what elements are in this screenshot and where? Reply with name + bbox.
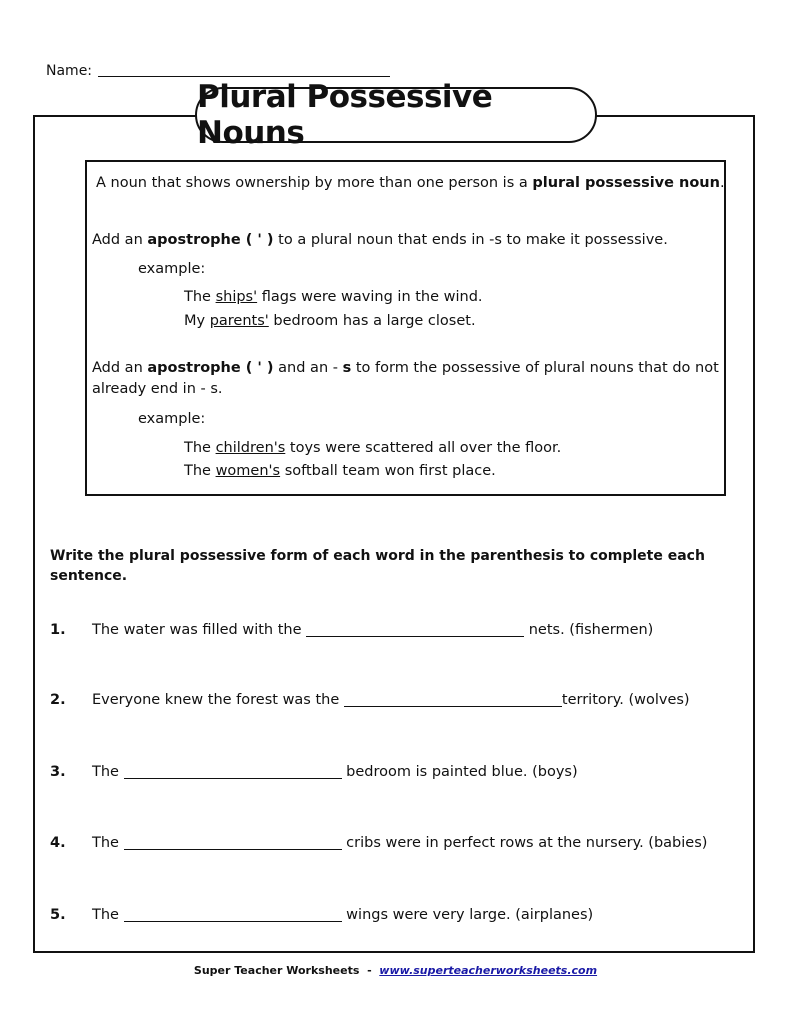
rule-1-post: to a plural noun that ends in -s to make it possessive.: [273, 232, 668, 248]
question-1: [50, 622, 653, 638]
question-number: 5.: [50, 907, 66, 923]
question-text-after: nets. (fishermen): [524, 622, 654, 638]
definition-post: .: [719, 175, 725, 191]
example-2a: [184, 438, 561, 458]
question-text-before: The: [92, 907, 124, 923]
example-1b-word: parents': [209, 313, 269, 329]
question-number: 2.: [50, 692, 66, 708]
question-text-before: The: [92, 835, 124, 851]
example-label-2: example:: [138, 411, 206, 427]
footer-brand: Super Teacher Worksheets: [193, 964, 360, 977]
question-text-after: bedroom is painted blue. (boys): [341, 764, 578, 780]
page-title: Plural Possessive Nouns: [195, 87, 597, 143]
example-1a-word: ships': [215, 289, 258, 305]
example-1b: [184, 311, 476, 331]
example-1a-pre: The: [184, 289, 216, 305]
name-label: Name:: [46, 63, 93, 79]
question-text-before: Everyone knew the forest was the: [92, 692, 344, 708]
example-2b: [184, 461, 496, 481]
footer: [0, 964, 791, 977]
rule-2: [92, 358, 719, 378]
example-1b-pre: My: [184, 313, 210, 329]
name-blank[interactable]: [98, 62, 390, 77]
question-text-before: The: [92, 764, 124, 780]
example-2b-pre: The: [184, 463, 216, 479]
example-1a-post: flags were waving in the wind.: [257, 289, 483, 305]
answer-blank[interactable]: [344, 692, 562, 707]
question-number: 1.: [50, 622, 66, 638]
instructions: Write the plural possessive form of each word in the parenthesis to complete each sentence.: [50, 548, 705, 584]
answer-blank[interactable]: [124, 907, 342, 922]
definition-pre: A noun that shows ownership by more than one person is a: [96, 175, 533, 191]
example-2a-post: toys were scattered all over the floor.: [285, 440, 562, 456]
rule-2-bold-2: s: [342, 360, 352, 376]
question-5: [50, 907, 593, 923]
answer-blank[interactable]: [124, 764, 342, 779]
rule-1: [92, 230, 668, 250]
question-text-after: cribs were in perfect rows at the nursery. (babies): [341, 835, 708, 851]
question-number: 4.: [50, 835, 66, 851]
question-4: [50, 835, 707, 851]
example-2b-word: women's: [215, 463, 281, 479]
question-number: 3.: [50, 764, 66, 780]
rule-1-pre: Add an: [92, 232, 148, 248]
definition-text: [96, 173, 725, 193]
rule-2-pre: Add an: [92, 360, 148, 376]
rule-1-bold: apostrophe ( ' ): [147, 232, 274, 248]
example-label-1: example:: [138, 261, 206, 277]
example-2b-post: softball team won first place.: [280, 463, 496, 479]
definition-term: plural possessive noun: [532, 175, 720, 191]
footer-separator: -: [359, 964, 380, 977]
footer-link[interactable]: www.superteacherworksheets.com: [379, 964, 598, 977]
rule-2-line-2: already end in - s.: [92, 381, 223, 397]
question-2: [50, 692, 690, 708]
example-2a-pre: The: [184, 440, 216, 456]
question-text-before: The water was filled with the: [92, 622, 307, 638]
name-row: [46, 62, 390, 79]
rule-2-bold-1: apostrophe ( ' ): [147, 360, 274, 376]
example-1b-post: bedroom has a large closet.: [268, 313, 476, 329]
rule-2-post: to form the possessive of plural nouns that do not: [351, 360, 719, 376]
rule-2-mid: and an -: [273, 360, 343, 376]
example-2a-word: children's: [215, 440, 286, 456]
question-text-after: territory. (wolves): [561, 692, 690, 708]
answer-blank[interactable]: [306, 622, 524, 637]
example-1a: [184, 287, 483, 307]
question-text-after: wings were very large. (airplanes): [341, 907, 594, 923]
answer-blank[interactable]: [124, 835, 342, 850]
question-3: [50, 764, 578, 780]
